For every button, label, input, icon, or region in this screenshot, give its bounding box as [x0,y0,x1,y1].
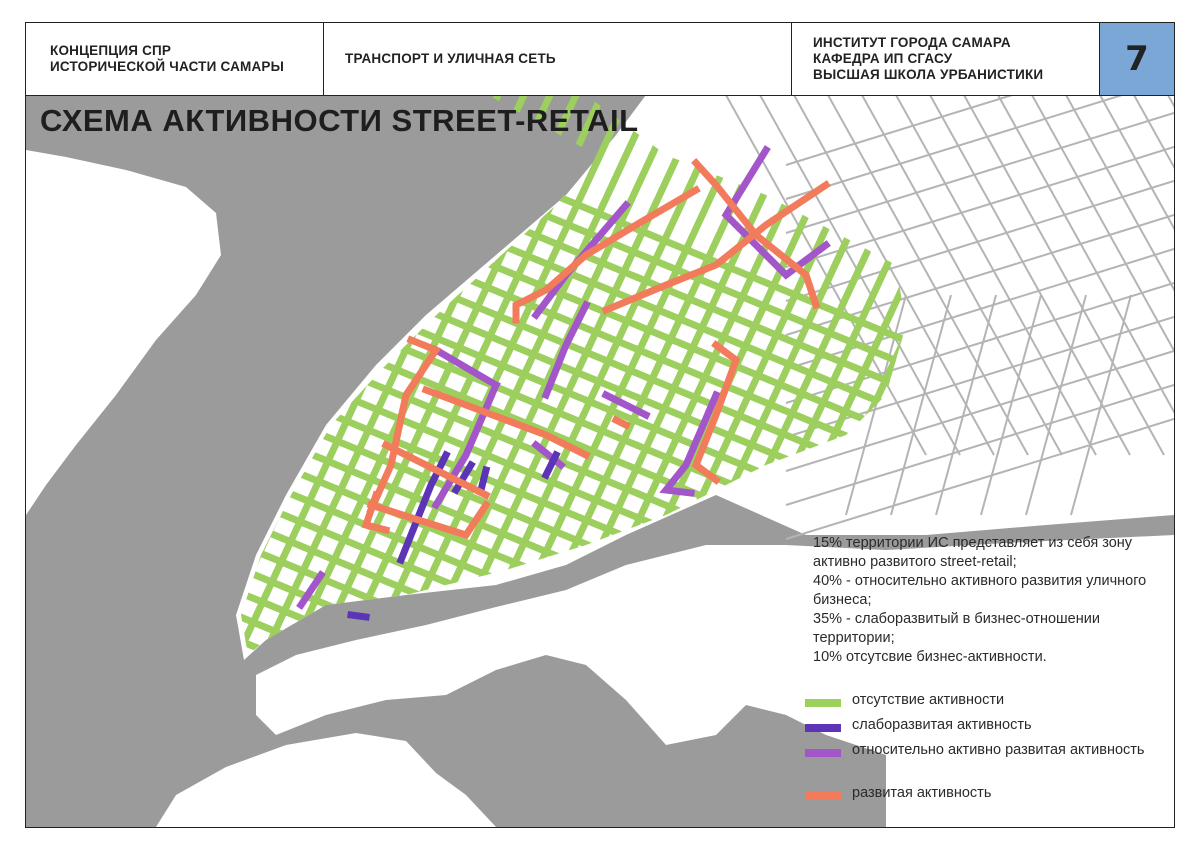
orange-street [616,420,626,425]
map-title: СХЕМА АКТИВНОСТИ STREET-RETAIL [40,103,639,138]
legend-item-moderate-activity [805,741,1165,781]
header-bar [26,23,1174,96]
legend-item-weak-activity [805,716,1165,738]
legend-swatch-dark-purple [805,724,841,732]
legend-item-developed-activity [805,784,1165,806]
legend-label: отсутствие активности [852,692,1005,708]
stat-line: 35% - слаборазвитый в бизнес-отношении территории; [813,611,1100,646]
legend-label: относительно активно развитая активность [852,742,1145,758]
legend-swatch-purple [805,749,841,757]
project-title-cell [26,23,324,95]
stat-line: 10% отсутсвие бизнес-активности. [813,649,1047,665]
stat-line: 15% территории ИС представляет из себя зону активно развитого street-retail; [813,535,1133,570]
legend-label: развитая активность [852,785,992,801]
authors-text: ИНСТИТУТ ГОРОДА САМАРА КАФЕДРА ИП СГАСУ ВЫСШАЯ ШКОЛА УРБАНИСТИКИ [813,35,1044,82]
poster-sheet [25,22,1175,828]
dark-purple-street [481,470,486,490]
section-title: ТРАНСПОРТ И УЛИЧНАЯ СЕТЬ [345,51,556,66]
map-legend [805,691,1165,809]
legend-item-no-activity [805,691,1165,713]
dark-purple-street [351,615,366,617]
authors-cell [792,23,1100,95]
stat-line: 40% - относительно активного развития уличного бизнеса; [813,573,1147,608]
legend-label: слаборазвитая активность [852,717,1032,733]
page-number: 7 [1125,39,1149,79]
legend-swatch-orange [805,792,841,800]
page-number-badge [1100,23,1174,95]
section-title-cell [324,23,792,95]
project-title: КОНЦЕПЦИЯ СПР ИСТОРИЧЕСКОЙ ЧАСТИ САМАРЫ [50,43,285,74]
legend-swatch-green [805,699,841,707]
statistics-text [813,534,1168,667]
